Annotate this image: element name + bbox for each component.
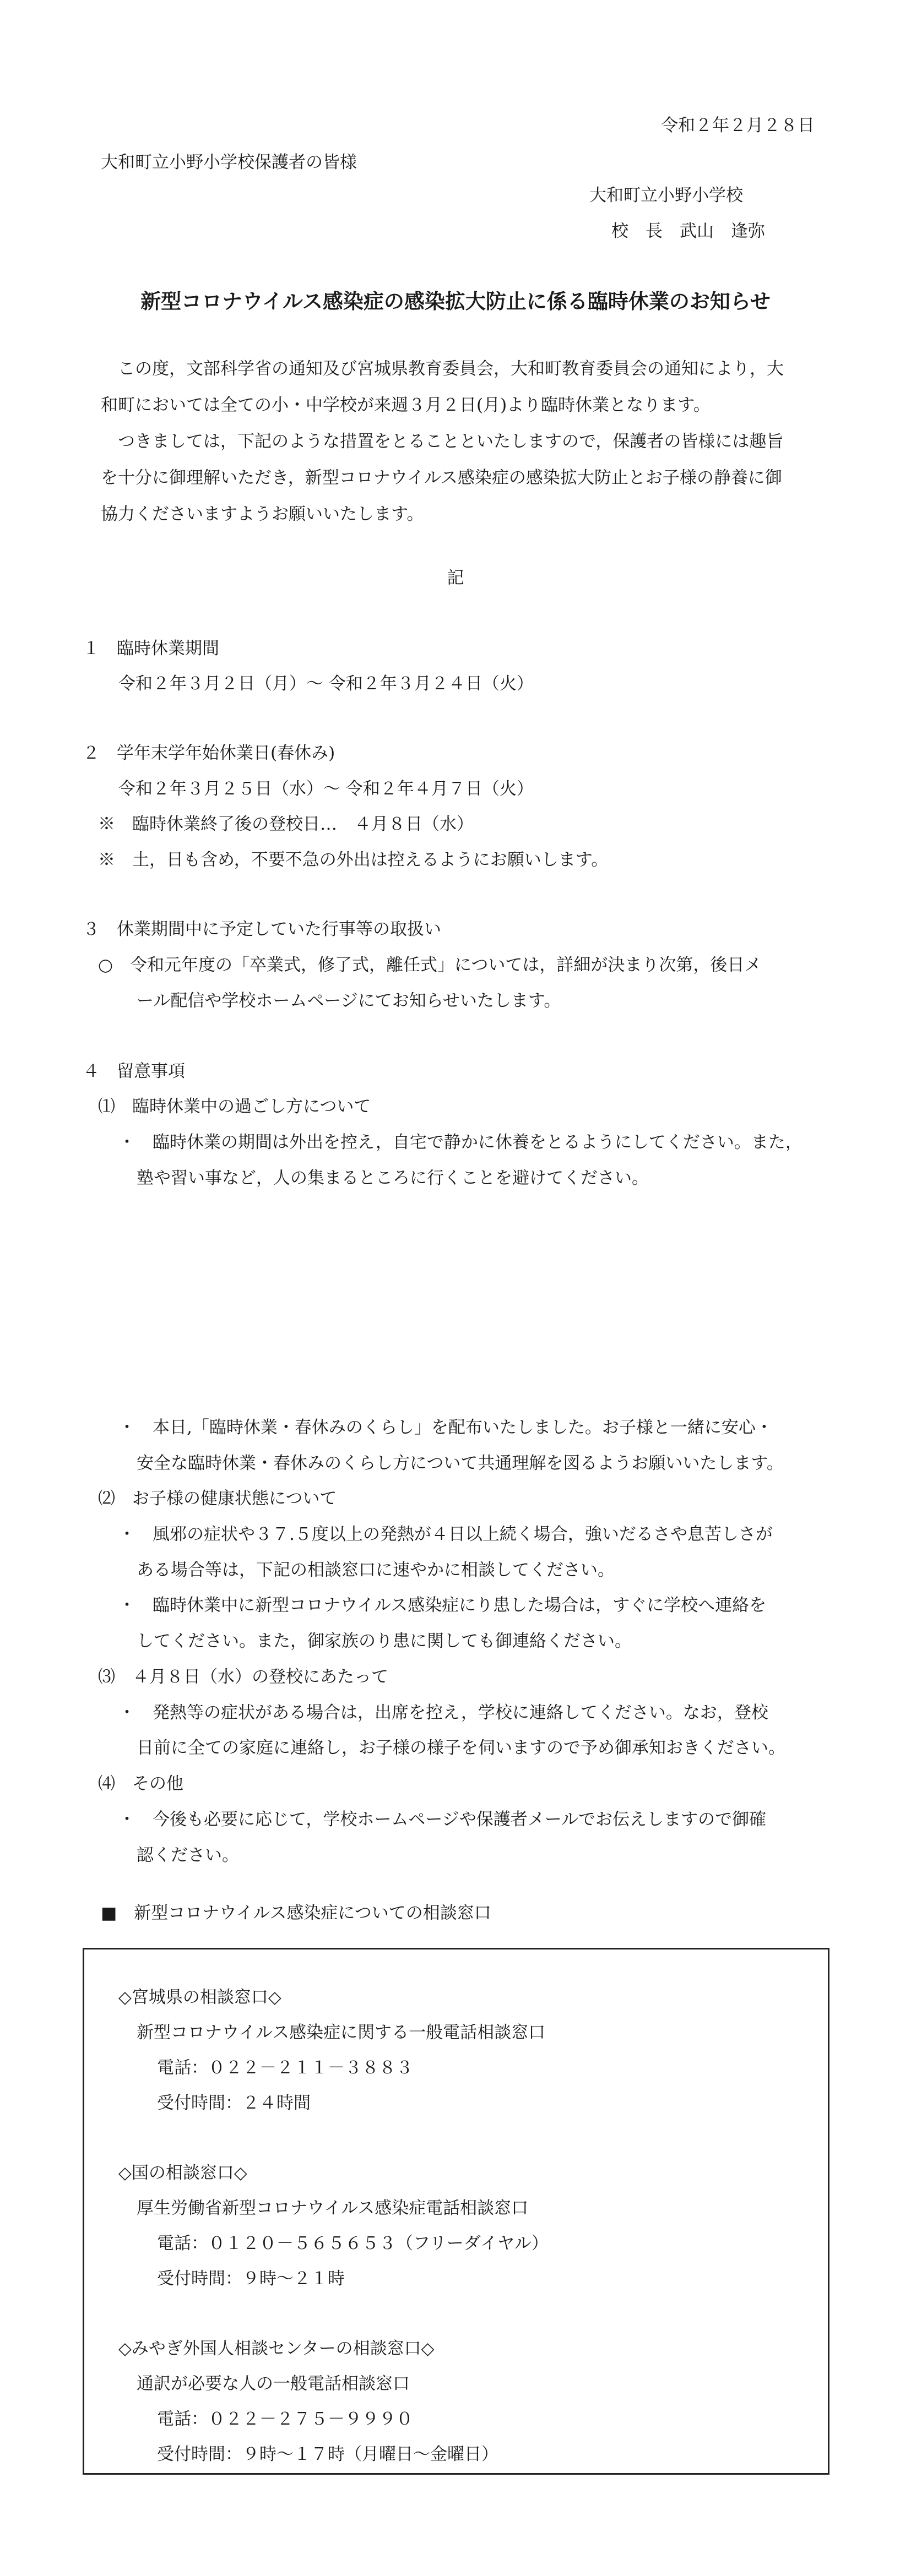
bullet-text: 塾や習い事など，人の集まるところに行くことを避けてください。 (137, 1168, 649, 1188)
section-2-period: 令和２年３月２５日（水）～ 令和２年４月７日（火） (118, 779, 534, 799)
consult-foreign-name: 通訳が必要な人の一般電話相談窓口 (137, 2374, 410, 2394)
bullet-text: ・ 本日,「臨時休業・春休みのくらし」を配布いたしました。お子様と一緒に安心・ (118, 1418, 773, 1437)
section-3-heading: ３ 休業期間中に予定していた行事等の取扱い (83, 919, 441, 939)
consult-national-tel: 電話：０１２０－５６５６５３（フリーダイヤル） (157, 2234, 549, 2253)
school-name: 大和町立小野小学校 (589, 186, 743, 205)
section-1-heading: １ 臨時休業期間 (83, 639, 219, 658)
section-4-4-heading: ⑷ その他 (98, 1774, 183, 1794)
issue-date: 令和２年２月２８日 (661, 116, 815, 135)
consult-national-title: ◇国の相談窓口◇ (118, 2163, 247, 2183)
consult-national-hours: 受付時間：９時～２１時 (157, 2269, 345, 2289)
bullet-text: 認ください。 (137, 1845, 239, 1865)
intro-line: 協力くださいますようお願いいたします。 (101, 504, 424, 524)
notice-title: 新型コロナウイルス感染症の感染拡大防止に係る臨時休業のお知らせ (140, 289, 771, 313)
section-2-note: ※ 土，日も含め，不要不急の外出は控えるようにお願いします。 (98, 850, 609, 870)
section-4-1-heading: ⑴ 臨時休業中の過ごし方について (98, 1097, 371, 1117)
bullet-text: 安全な臨時休業・春休みのくらし方について共通理解を図るようお願いいたします。 (137, 1453, 784, 1473)
intro-line: 和町においては全ての小・中学校が来週３月２日(月)より臨時休業となります。 (101, 395, 711, 415)
consult-foreign-title: ◇みやぎ外国人相談センターの相談窓口◇ (118, 2339, 435, 2359)
section-2-heading: ２ 学年末学年始休業日(春休み) (83, 743, 335, 763)
section-2-note: ※ 臨時休業終了後の登校日… ４月８日（水） (98, 814, 474, 834)
section-3-text: ○ 令和元年度の「卒業式，修了式，離任式」については，詳細が決まり次第，後日メ (98, 955, 762, 975)
bullet-text: ・ 今後も必要に応じて，学校ホームページや保護者メールでお伝えしますので御確 (118, 1810, 767, 1829)
bullet-text: ・ 臨時休業の期間は外出を控え，自宅で静かに休養をとるようにしてください。また， (118, 1132, 802, 1152)
principal-name: 校 長 武山 逢弥 (611, 221, 765, 241)
consult-foreign-tel: 電話：０２２－２７５－９９９０ (157, 2409, 413, 2429)
section-1-period: 令和２年３月２日（月）～ 令和２年３月２４日（火） (118, 674, 534, 694)
section-3-text: ール配信や学校ホームページにてお知らせいたします。 (137, 991, 561, 1011)
section-4-3-heading: ⑶ ４月８日（水）の登校にあたって (98, 1667, 388, 1687)
consult-miyagi-tel: 電話：０２２－２１１－３８８３ (157, 2058, 413, 2078)
consult-miyagi-hours: 受付時間：２４時間 (157, 2093, 311, 2113)
bullet-text: ・ 発熱等の症状がある場合は，出席を控え，学校に連絡してください。なお，登校 (118, 1703, 768, 1723)
section-4-2-heading: ⑵ お子様の健康状態について (98, 1489, 337, 1508)
intro-line: を十分に御理解いただき，新型コロナウイルス感染症の感染拡大防止とお子様の静養に御 (101, 468, 782, 488)
consult-miyagi-title: ◇宮城県の相談窓口◇ (118, 1987, 281, 2007)
consult-miyagi-name: 新型コロナウイルス感染症に関する一般電話相談窓口 (137, 2023, 546, 2043)
bullet-text: ・ 臨時休業中に新型コロナウイルス感染症にり患した場合は，すぐに学校へ連絡を (118, 1595, 767, 1615)
addressee: 大和町立小野小学校保護者の皆様 (101, 153, 357, 172)
bullet-text: ・ 風邪の症状や３７.５度以上の発熱が４日以上続く場合，強いだるさや息苦しさが (118, 1524, 773, 1544)
bullet-text: 日前に全ての家庭に連絡し，お子様の様子を伺いますので予め御承知おきください。 (137, 1738, 785, 1758)
section-4-heading: ４ 留意事項 (83, 1061, 185, 1081)
consult-heading: ■ 新型コロナウイルス感染症についての相談窓口 (101, 1903, 491, 1923)
intro-line: つきましては，下記のような措置をとることといたしますので，保護者の皆様には趣旨 (101, 432, 784, 451)
bullet-text: ある場合等は，下記の相談窓口に速やかに相談してください。 (137, 1560, 615, 1580)
consult-foreign-hours: 受付時間：９時～１７時（月曜日～金曜日） (157, 2444, 498, 2464)
intro-line: この度，文部科学省の通知及び宮城県教育委員会，大和町教育委員会の通知により，大 (101, 359, 784, 379)
kigo-mark: 記 (447, 568, 464, 588)
consult-national-name: 厚生労働省新型コロナウイルス感染症電話相談窓口 (137, 2198, 529, 2218)
bullet-text: してください。また，御家族のり患に関しても御連絡ください。 (137, 1631, 632, 1651)
